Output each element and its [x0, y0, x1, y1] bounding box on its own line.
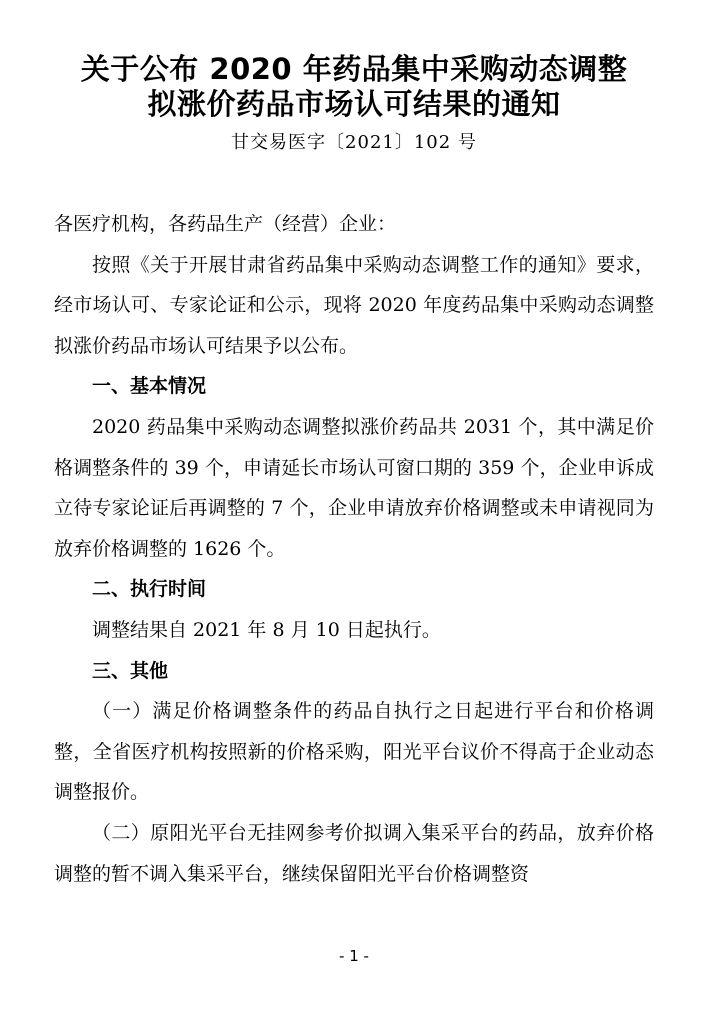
salutation: 各医疗机构，各药品生产（经营）企业：: [54, 213, 397, 235]
section-heading-other: 三、其他: [92, 659, 169, 682]
intro-paragraph: 按照《关于开展甘肃省药品集中采购动态调整工作的通知》要求，经市场认可、专家论证和公示，现将 2020 年度药品集中采购动态调整拟涨价药品市场认可结果予以公布。: [54, 253, 654, 357]
document-body: [54, 204, 654, 894]
section-other-paragraph-1: （一）满足价格调整条件的药品自执行之日起进行平台和价格调整，全省医疗机构按照新的价格采购，阳光平台议价不得高于企业动态调整报价。: [54, 700, 654, 804]
section-other-paragraph-2: （二）原阳光平台无挂网参考价拟调入集采平台的药品，放弃价格调整的暂不调入集采平台，继续保留阳光平台价格调整资: [54, 821, 654, 885]
section-heading-basic-situation: 一、基本情况: [92, 375, 207, 398]
document-title-line-2: 拟涨价药品市场认可结果的通知: [147, 87, 561, 121]
section-execution-time-paragraph: 调整结果自 2021 年 8 月 10 日起执行。: [92, 618, 441, 641]
document-title-line-1: 关于公布 2020 年药品集中采购动态调整: [80, 52, 628, 86]
document-number: 甘交易医字〔2021〕102 号: [231, 132, 477, 153]
section-basic-situation-paragraph: 2020 药品集中采购动态调整拟涨价药品共 2031 个，其中满足价格调整条件的 39 个，申请延长市场认可窗口期的 359 个，企业申诉成立待专家论证后再调整的 7 个，企业申请放弃价格调整或未申请视同为放弃价格调整的 1626 个。: [54, 415, 654, 560]
section-heading-execution-time: 二、执行时间: [92, 578, 207, 601]
page-number: - 1 -: [339, 947, 369, 965]
